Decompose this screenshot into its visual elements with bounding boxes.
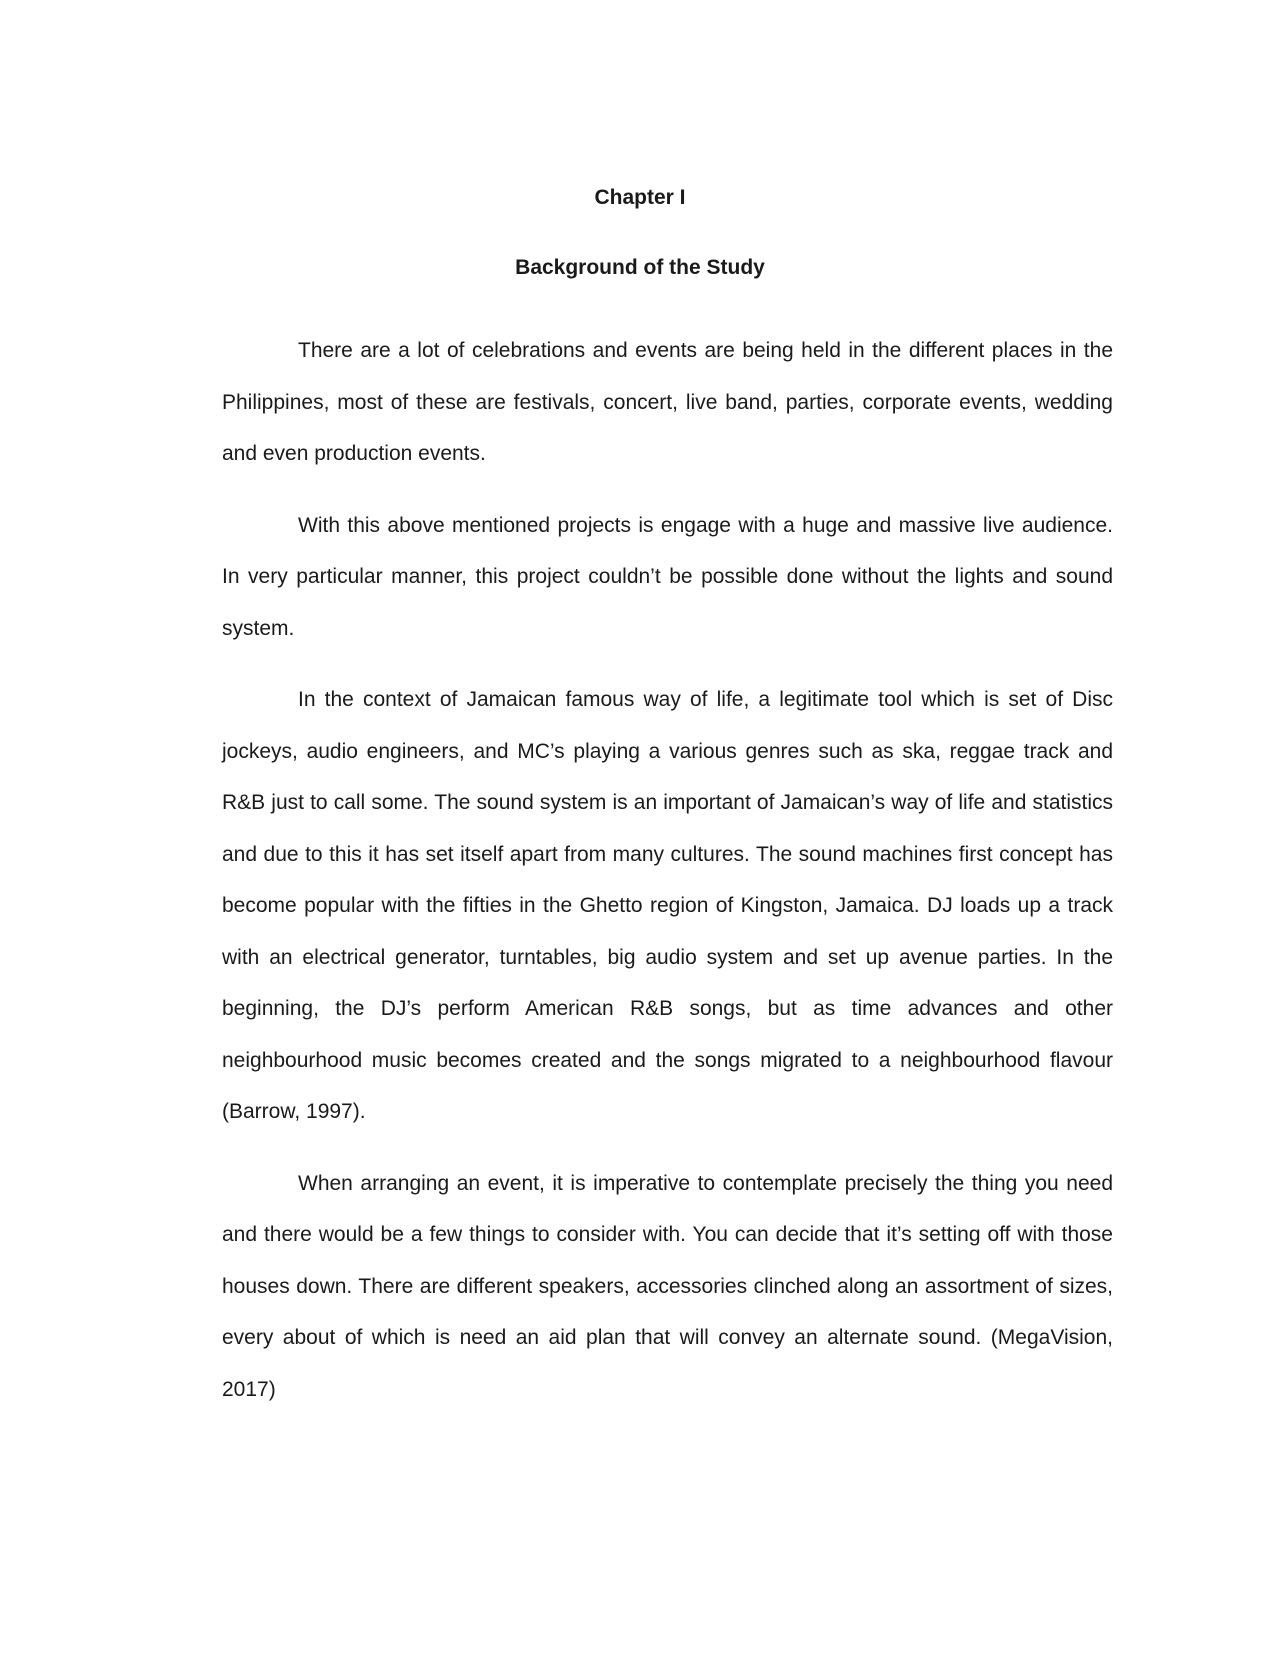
chapter-title: Chapter I	[594, 186, 686, 209]
paragraph-1: There are a lot of celebrations and events are being held in the different places in the Philippines, most of these are festivals, concert, live band, parties, corporate events, wedding and even production events.	[222, 339, 1113, 465]
body-text	[222, 325, 1113, 1435]
paragraph-2: With this above mentioned projects is engage with a huge and massive live audience. In very particular manner, this project couldn’t be possible done without the lights and sound system.	[222, 513, 1113, 640]
paragraph-3: In the context of Jamaican famous way of life, a legitimate tool which is set of Disc jockeys, audio engineers, and MC’s playing a various genres such as ska, reggae track and R&B just to call some. The sound system is an important of Jamaican’s way of life and statistics and due to this it has set itself apart from many cultures. The sound machines first concept has become popular with the fifties in the Ghetto region of Kingston, Jamaica. DJ loads up a track with an electrical generator, turntables, big audio system and set up avenue parties. In the beginning, the DJ’s perform American R&B songs, but as time advances and other neighbourhood music becomes created and the songs migrated to a neighbourhood flavour (Barrow, 1997).	[222, 688, 1113, 1123]
paragraph-4: When arranging an event, it is imperative to contemplate precisely the thing you need and there would be a few things to consider with. You can decide that it’s setting off with those houses down. There are different speakers, accessories clinched along an assortment of sizes, every about of which is need an aid plan that will convey an alternate sound. (MegaVision, 2017)	[222, 1171, 1113, 1401]
section-title: Background of the Study	[515, 256, 765, 279]
